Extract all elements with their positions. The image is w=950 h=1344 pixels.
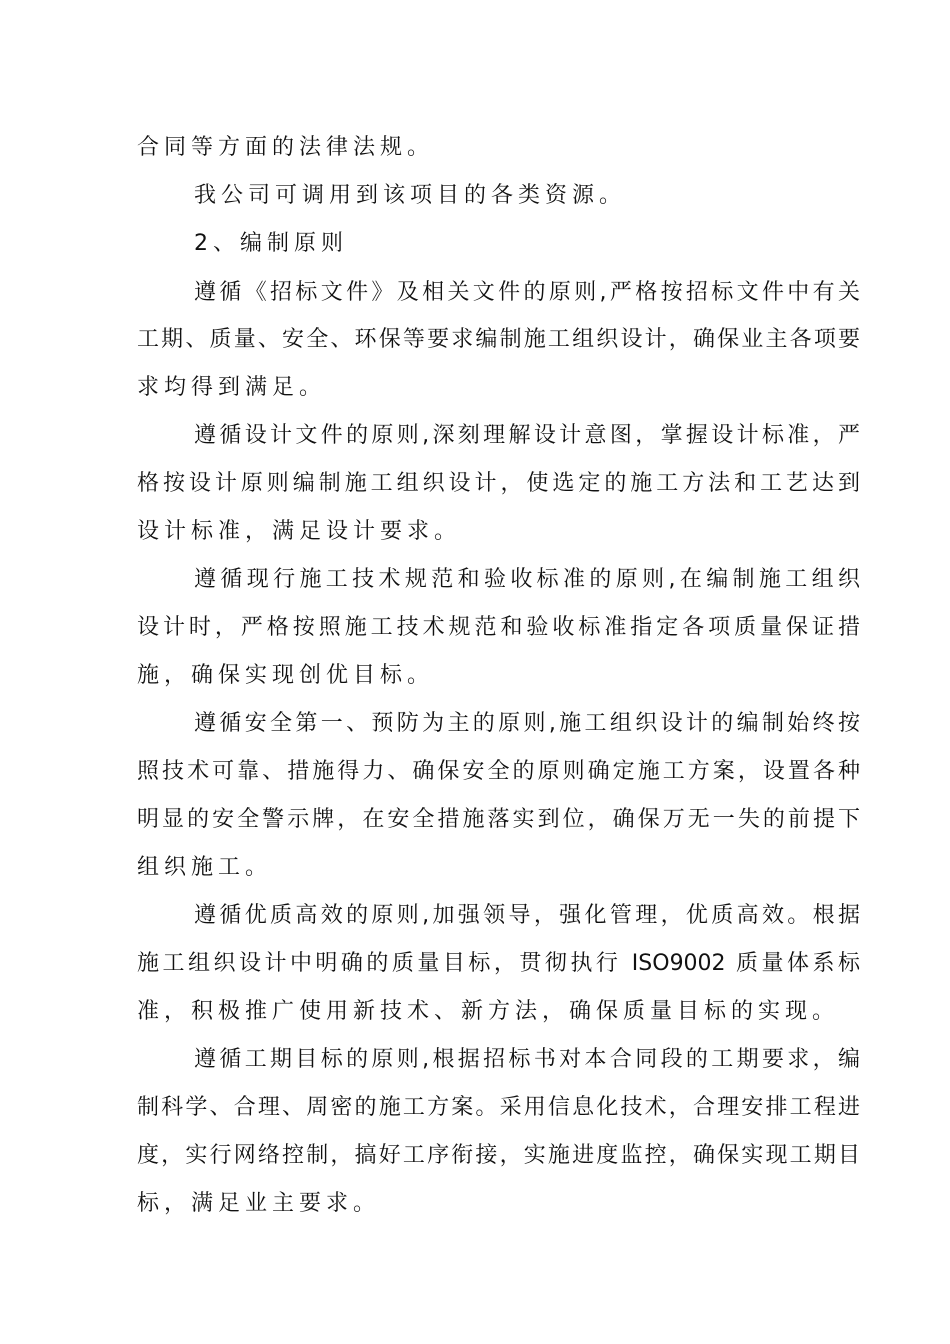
text-line: 遵循现行施工技术规范和验收标准的原则,在编制施工组织 bbox=[194, 567, 860, 592]
text-line: 遵循设计文件的原则,深刻理解设计意图，掌握设计标准，严 bbox=[194, 423, 860, 448]
text-line: 照技术可靠、措施得力、确保安全的原则确定施工方案，设置各种 bbox=[137, 759, 860, 784]
section-heading: 2、编制原则 bbox=[194, 231, 348, 256]
text-line: 格按设计原则编制施工组织设计，使选定的施工方法和工艺达到 bbox=[137, 471, 860, 496]
text-line: 组织施工。 bbox=[137, 855, 273, 880]
text-line: 明显的安全警示牌，在安全措施落实到位，确保万无一失的前提下 bbox=[137, 807, 860, 832]
text-line: 施工组织设计中明确的质量目标，贯彻执行 ISO9002 质量体系标 bbox=[137, 951, 860, 976]
text-line: 施，确保实现创优目标。 bbox=[137, 663, 435, 688]
text-line: 准，积极推广使用新技术、新方法，确保质量目标的实现。 bbox=[137, 999, 840, 1024]
text-line: 我公司可调用到该项目的各类资源。 bbox=[194, 183, 627, 208]
text-line: 遵循《招标文件》及相关文件的原则,严格按招标文件中有关 bbox=[194, 280, 860, 305]
text-line: 设计时，严格按照施工技术规范和验收标准指定各项质量保证措 bbox=[137, 615, 860, 640]
text-line: 遵循安全第一、预防为主的原则,施工组织设计的编制始终按 bbox=[194, 711, 860, 736]
text-line: 求均得到满足。 bbox=[137, 375, 327, 400]
text-line: 遵循优质高效的原则,加强领导，强化管理，优质高效。根据 bbox=[194, 903, 860, 928]
text-line: 工期、质量、安全、环保等要求编制施工组织设计，确保业主各项要 bbox=[137, 327, 860, 352]
text-line: 度，实行网络控制，搞好工序衔接，实施进度监控，确保实现工期目 bbox=[137, 1143, 860, 1168]
text-line: 合同等方面的法律法规。 bbox=[137, 135, 435, 160]
text-line: 遵循工期目标的原则,根据招标书对本合同段的工期要求，编 bbox=[194, 1047, 860, 1072]
text-line: 标，满足业主要求。 bbox=[137, 1191, 381, 1216]
text-line: 设计标准，满足设计要求。 bbox=[137, 519, 462, 544]
text-line: 制科学、合理、周密的施工方案。采用信息化技术，合理安排工程进 bbox=[137, 1095, 860, 1120]
